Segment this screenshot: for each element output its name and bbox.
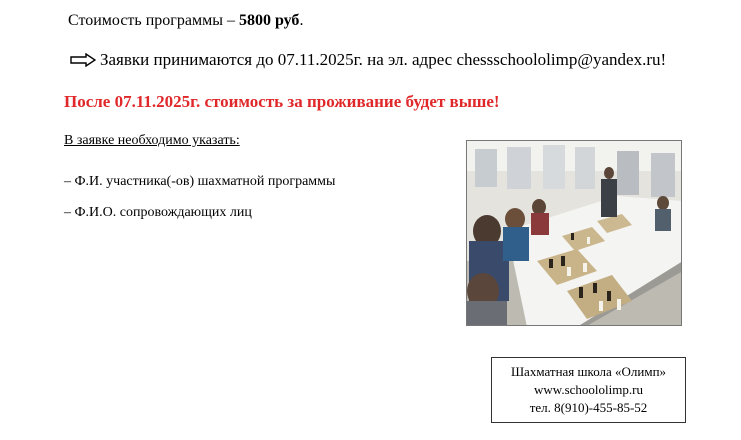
chess-tournament-photo xyxy=(466,140,682,326)
arrow-right-outline-icon xyxy=(70,53,96,67)
phone-number: тел. 8(910)-455-85-52 xyxy=(529,400,648,415)
price-suffix: . xyxy=(299,12,304,29)
price-label: Стоимость программы – xyxy=(68,12,239,29)
deadline-line xyxy=(70,50,666,70)
website-link[interactable]: www.schoololimp.ru xyxy=(534,382,643,397)
requirements-heading: В заявке необходимо указать: xyxy=(64,133,240,148)
requirement-item: – Ф.И.О. сопровождающих лиц xyxy=(64,205,252,220)
price-warning: После 07.11.2025г. стоимость за проживание будет выше! xyxy=(64,92,500,111)
deadline-text: Заявки принимаются до 07.11.2025г. на эл. адрес chessschoololimp@yandex.ru! xyxy=(100,50,667,69)
price-line xyxy=(68,12,303,30)
school-name: Шахматная школа «Олимп» xyxy=(510,364,667,379)
contact-box xyxy=(491,357,686,423)
price-value: 5800 руб xyxy=(238,12,300,29)
requirement-item: – Ф.И. участника(-ов) шахматной программы xyxy=(64,174,336,189)
